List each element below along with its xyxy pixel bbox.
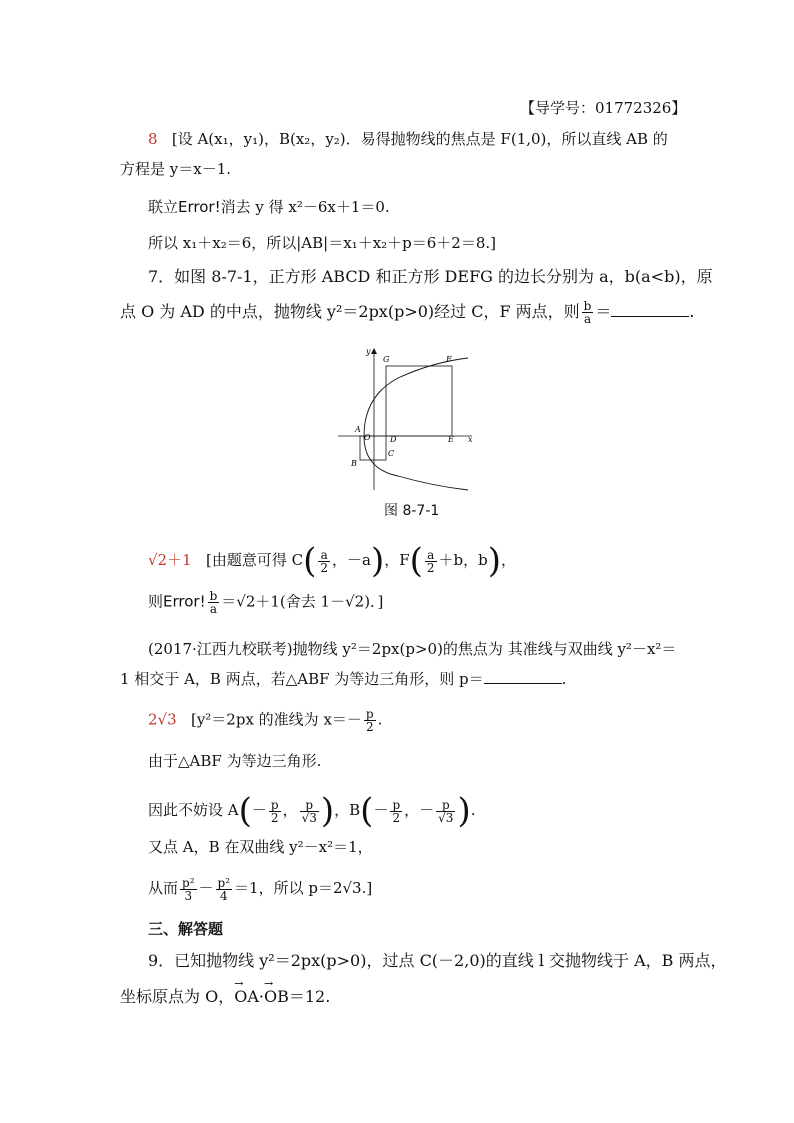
fraction-b-over-a: $\frac{b}{a}$	[583, 299, 592, 326]
fraction-a-over-2: $\frac{a}{2}$	[320, 547, 328, 575]
solution-8-line3	[148, 196, 390, 218]
question-9-line1: 9．已知抛物线 y²＝2px(p>0)，过点 C(－2,0)的直线 l 交抛物线于 A，B 两点，	[148, 951, 727, 970]
fraction-p-over-2: $\frac{p}{2}$	[270, 797, 279, 825]
solution-8-text3b: 消去 y 得 x²－6x＋1＝0.	[220, 198, 390, 216]
label-y: y	[366, 347, 371, 356]
question-9-line2	[120, 986, 330, 1008]
answer-blank-7[interactable]	[611, 302, 689, 317]
error-text: Error!	[178, 198, 221, 216]
solution-8b-line2: 由于△ABF 为等边三角形.	[148, 752, 322, 770]
solution-7-text4: ＋b，b	[438, 551, 488, 569]
label-C: C	[388, 449, 395, 458]
solution-7-text3: ，F	[384, 551, 410, 569]
square-DEFG	[386, 366, 452, 436]
paren-close: )	[370, 541, 385, 581]
question-7-text2a: 点 O 为 AD 的中点，抛物线 y²＝2px(p>0)经过 C，F 两点，则	[120, 302, 580, 321]
fraction-p2-over-4: $\frac{\text{p²}}{4}$	[217, 875, 231, 903]
error-text: Error!	[163, 592, 206, 611]
fraction-p-over-2: $\frac{p}{2}$	[365, 707, 374, 734]
label-B: B	[351, 459, 357, 468]
solution-8b-line1	[148, 708, 382, 733]
reference-code: 【导学号：01772326】	[520, 99, 687, 117]
label-A: A	[355, 425, 361, 434]
y-axis-arrow	[371, 348, 377, 354]
answer-7: √2＋1	[148, 551, 192, 569]
paren-close: )	[487, 541, 502, 581]
question-8-period: .	[561, 670, 567, 688]
solution-8-line4: 所以 x₁＋x₂＝6，所以|AB|＝x₁＋x₂＋p＝6＋2＝8.]	[148, 234, 497, 252]
label-E: E	[448, 435, 454, 444]
paren-open: (	[303, 541, 317, 581]
solution-8b-text5b: ＝1，所以 p＝2√3.]	[234, 879, 373, 897]
solution-8b-text5a: 从而	[148, 879, 179, 897]
solution-7-text5: ，	[501, 551, 517, 569]
fraction-p-over-2: $\frac{p}{2}$	[392, 797, 401, 825]
solution-8-line2: 方程是 y＝x－1.	[120, 160, 232, 178]
label-O: O	[364, 433, 371, 442]
section-heading: 三、解答题	[148, 920, 224, 938]
question-7-line2	[120, 300, 694, 325]
answer-8b: 2√3	[148, 710, 177, 729]
answer-8: 8	[148, 130, 158, 148]
fraction-p-over-root3: $\frac{p}{√3}$	[301, 797, 317, 825]
solution-7-text6: 则	[148, 592, 164, 611]
solution-8b-period: .	[377, 710, 383, 729]
solution-8b-line4: 又点 A，B 在双曲线 y²－x²＝1，	[148, 838, 373, 856]
fraction-b-over-a: $\frac{b}{a}$	[209, 589, 218, 616]
fraction-p2-over-3: $\frac{\text{p²}}{3}$	[182, 875, 195, 903]
paren-open: (	[409, 541, 423, 581]
paren-close: )	[320, 791, 335, 831]
question-8-text2a: 1 相交于 A，B 两点，若△ABF 为等边三角形，则 p＝	[120, 670, 484, 688]
solution-8b-text3b: ，B	[334, 801, 361, 819]
solution-7-line2	[148, 590, 383, 615]
paren-close: )	[457, 791, 471, 831]
label-D: D	[390, 435, 397, 444]
figure-caption: 图 8-7-1	[384, 503, 440, 519]
vector-OB: → OB	[264, 986, 289, 1008]
question-8-line2	[120, 668, 566, 690]
question-7-period: .	[689, 302, 695, 321]
dot-operator: ·	[258, 987, 264, 1006]
solution-8b-line3: 因此不妨设 A(－ $\frac{p}{2}$ ， $\frac{p}{√3}$ )，B(－ $\frac{p}{2}$ ，－ $\frac{p}{√3}$ ).	[148, 791, 476, 831]
question-7-line1: 7．如图 8-7-1，正方形 ABCD 和正方形 DEFG 的边长分别为 a，b(a<b)，原	[148, 267, 713, 286]
label-F: F	[446, 355, 452, 364]
solution-8-text1: [设 A(x₁，y₁)，B(x₂，y₂)．易得抛物线的焦点是 F(1,0)，所以直线 AB 的	[171, 130, 668, 148]
fraction-a-over-2: $\frac{a}{2}$	[426, 547, 435, 575]
solution-7-line1	[148, 540, 516, 580]
question-9-text2a: 坐标原点为 O，	[120, 987, 235, 1006]
solution-8b-text3a: 因此不妨设 A	[148, 801, 239, 819]
answer-blank-8[interactable]	[484, 669, 562, 684]
solution-7-text1: [由题意可得 C	[205, 551, 304, 569]
label-x: x	[468, 435, 473, 444]
paren-open: (	[360, 791, 374, 831]
solution-8-text3a: 联立	[148, 198, 179, 216]
paren-open: (	[238, 791, 252, 831]
vector-OA: → OA	[234, 986, 259, 1008]
solution-7-text7: ＝√2＋1(舍去 1－√2)．]	[221, 592, 384, 611]
label-G: G	[383, 355, 390, 364]
figure-8-7-1	[338, 344, 482, 492]
question-9-text2b: ＝12.	[288, 987, 331, 1006]
question-7-text2b: ＝	[595, 302, 612, 321]
solution-8-line1	[148, 128, 668, 150]
solution-8b-text1: [y²＝2px 的准线为 x＝－	[190, 710, 362, 729]
fraction-p-over-root3: $\frac{p}{√3}$	[438, 797, 454, 825]
solution-8b-line5: 从而 $\frac{\text{p²}}{3}$ － $\frac{\text{p²}}{4}$ ＝1，所以 p＝2√3.]	[148, 875, 373, 903]
question-8-line1: (2017·江西九校联考)抛物线 y²＝2px(p>0)的焦点为 其准线与双曲线 y²－x²＝	[148, 640, 677, 658]
solution-7-text2: ，－a	[331, 551, 371, 569]
